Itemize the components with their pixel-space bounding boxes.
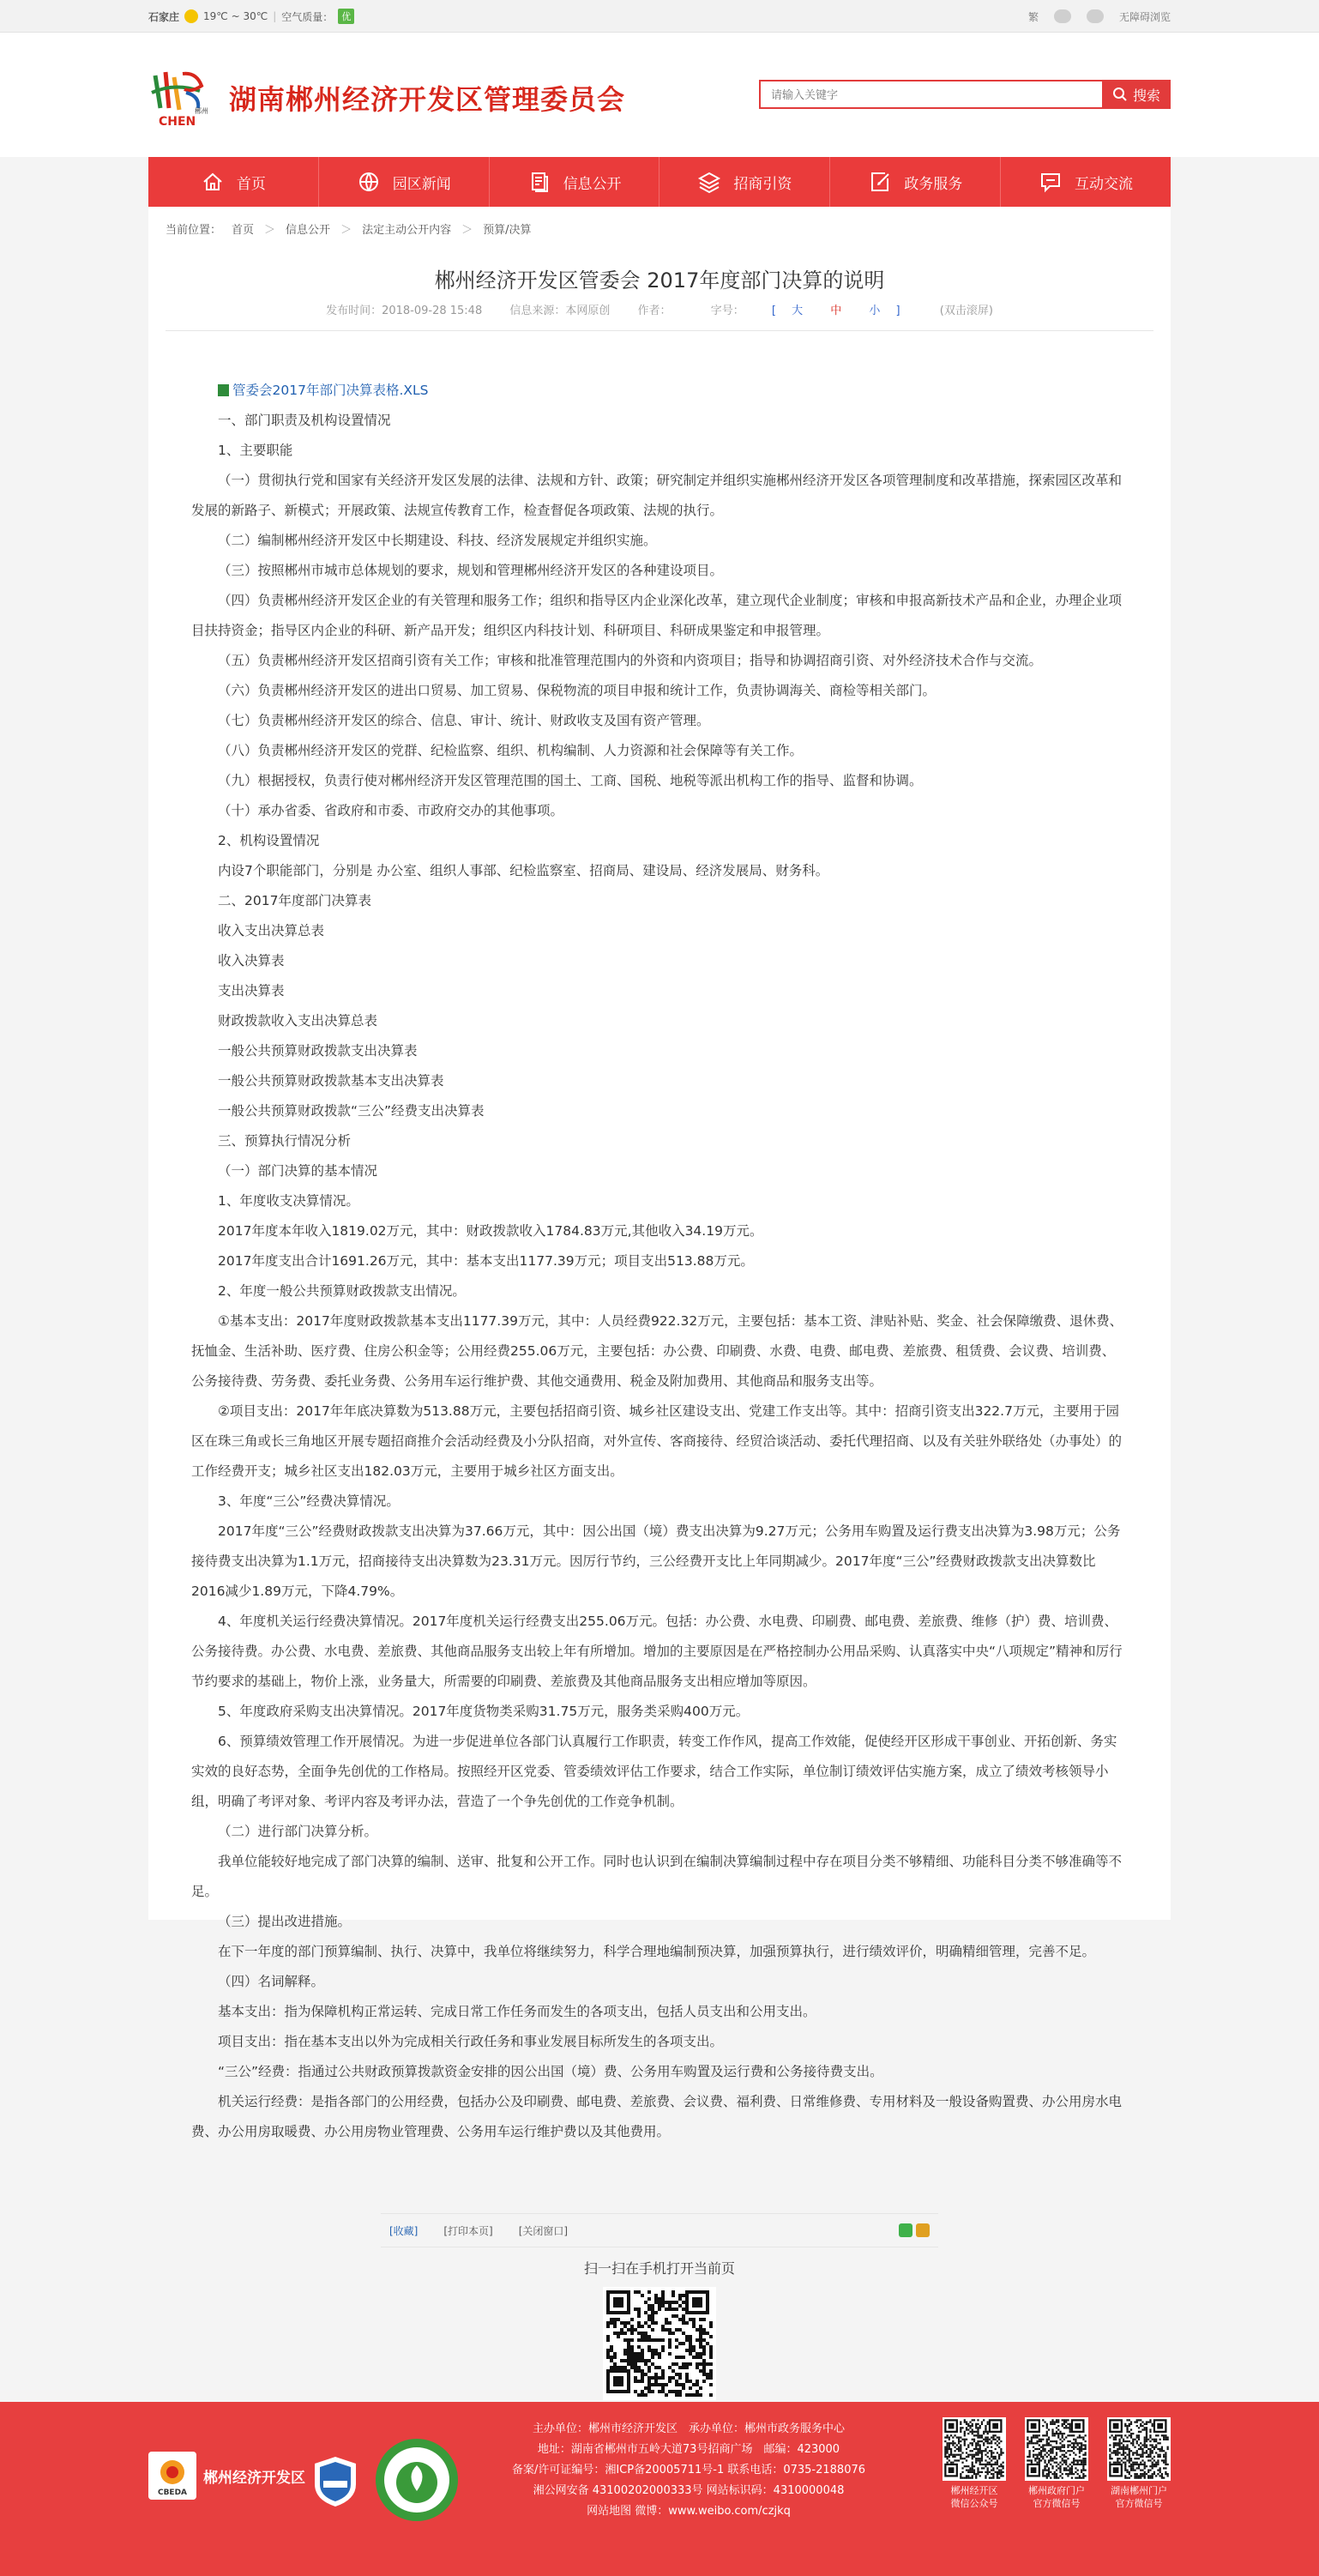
nav-item-gov-service[interactable] [830, 157, 1001, 207]
cbeda-logo-icon [148, 2452, 196, 2500]
article-paragraph: （四）名词解释。 [218, 1974, 325, 1989]
double-click-scroll: (双击滚屏) [939, 305, 993, 317]
article-paragraph: 6、预算绩效管理工作开展情况。为进一步促进单位各部门认真履行工作职责，转变工作作风，提高工作效能，促使经开区形成干事创业、开拓创新、务实实效的良好态势，全面争先创优的工作格局。按照经开区党委、管委绩效评估工作要求，结合工作实际，单位制订绩效评估实施方案，成立了绩效考核领导小组，明确了考评对象、考评内容及考评办法，营造了一个争先创优的工作竞争机制。 [191, 1734, 1117, 1809]
breadcrumb-info-disclosure[interactable]: 信息公开 [286, 223, 331, 237]
article-paragraph: 财政拨款收入支出决算总表 [218, 1013, 378, 1029]
nav-item-investment[interactable] [660, 157, 830, 207]
article-paragraph: 在下一年度的部门预算编制、执行、决算中，我单位将继续努力，科学合理地编制预决算，加强预算执行，进行绩效评价，明确精细管理，完善不足。 [218, 1944, 1096, 1959]
article-paragraph: 3、年度“三公”经费决算情况。 [218, 1493, 400, 1509]
nav-item-interaction[interactable] [1001, 157, 1171, 207]
qr-label: 官方微信号 [1115, 2498, 1163, 2509]
article-title: 郴州经济开发区管委会 2017年度部门决算的说明 [434, 268, 885, 293]
attachment-link[interactable] [191, 376, 1128, 406]
nav-item-label: 招商引资 [733, 175, 792, 193]
author: 作者： [637, 305, 672, 317]
font-size-small[interactable]: 小 [869, 305, 881, 317]
breadcrumb-sep: ＞ [461, 223, 473, 237]
search-box [759, 80, 1171, 109]
footer-sitemap[interactable]: 网站地图 微博：www.weibo.com/czjkq [587, 2505, 791, 2518]
nav-item-park-news[interactable] [319, 157, 490, 207]
chen-logo-icon [148, 67, 217, 129]
temperature: 19℃ ~ 30℃ [203, 10, 268, 22]
article-paragraph: 收入决算表 [218, 953, 285, 968]
article-paragraph: 我单位能较好地完成了部门决算的编制、送审、批复和公开工作。同时也认识到在编制决算编制过程中存在项目分类不够精细、功能科目分类不够准确等不足。 [191, 1854, 1123, 1899]
qr-label: 郴州经开区 [950, 2485, 998, 2496]
article-paragraph: （三）按照郴州市城市总体规划的要求，规划和管理郴州经济开发区的各种建设项目。 [218, 563, 724, 578]
article-paragraph: （一）贯彻执行党和国家有关经济开发区发展的法律、法规和方针、政策；研究制定并组织实施郴州经济开发区各项管理制度和改革措施，探索园区改革和发展的新路子、新模式；开展政策、法规宣传教育工作，检查督促各项政策、法规的执行。 [191, 473, 1123, 518]
article-paragraph: （八）负责郴州经济开发区的党群、纪检监察、组织、机构编制、人力资源和社会保障等有关工作。 [218, 743, 804, 758]
footer-sponsor: 主办单位：郴州市经济开发区 承办单位：郴州市政务服务中心 [532, 2422, 845, 2435]
title-divider [166, 330, 1153, 331]
article-paragraph: （二）编制郴州经济开发区中长期建设、科技、经济发展规定并组织实施。 [218, 533, 657, 548]
top-bar [0, 0, 1319, 33]
weibo-share-icon[interactable] [916, 2223, 930, 2237]
article-paragraph: “三公”经费：指通过公共财政预算拨款资金安排的因公出国（境）费、公务用车购置及运行费和公务接待费支出。 [218, 2064, 883, 2079]
search-button[interactable] [1102, 80, 1171, 109]
info-source: 信息来源：本网原创 [509, 305, 611, 317]
nav-item-label: 首页 [236, 175, 266, 193]
qr-section [0, 2256, 1319, 2404]
city-name: 石家庄 [148, 10, 180, 23]
article-paragraphs [191, 406, 1128, 2147]
attachment-label: 管委会2017年部门决算表格.XLS [232, 383, 429, 398]
article-paragraph: 二、2017年度部门决算表 [218, 893, 371, 908]
site-header [0, 33, 1319, 157]
article-body [148, 376, 1171, 2147]
nav-item-label: 互动交流 [1075, 175, 1134, 193]
home-icon [201, 170, 225, 194]
layers-icon [697, 170, 721, 194]
globe-icon [357, 170, 381, 194]
article-paragraph: 2017年度“三公”经费财政拨款支出决算为37.66万元，其中：因公出国（境）费支出决算为9.27万元；公务用车购置及运行费支出决算为3.98万元；公务接待费支出决算为1.1万元，招商接待支出决算数为23.31万元。因厉行节约，三公经费开支比上年同期减少。2017年度“三公”经费财政拨款支出决算数比2016减少1.89万元，下降4.79%。 [191, 1523, 1121, 1599]
article-paragraph: （十）承办省委、省政府和市委、市政府交办的其他事项。 [218, 803, 564, 818]
article-paragraph: 2、年度一般公共预算财政拨款支出情况。 [218, 1283, 466, 1299]
font-size-large[interactable]: 大 [792, 305, 804, 317]
favorite-button[interactable]: [收藏] [389, 2224, 419, 2237]
qr-label: 湖南郴州门户 [1111, 2485, 1167, 2496]
article-meta [148, 301, 1171, 325]
font-size-control: 字号： [ 大 中 小 ] [710, 305, 900, 317]
article-paragraph: 1、年度收支决算情况。 [218, 1193, 359, 1209]
site-logo[interactable] [148, 67, 625, 129]
site-footer [0, 2402, 1319, 2576]
article-paragraph: 基本支出：指为保障机构正常运转、完成日常工作任务而发生的各项支出，包括人员支出和公用支出。 [218, 2004, 816, 2019]
qr-code [1107, 2417, 1171, 2481]
font-size-medium[interactable]: 中 [830, 305, 842, 317]
print-button[interactable]: [打印本页] [443, 2224, 493, 2237]
site-title: 湖南郴州经济开发区管理委员会 [229, 83, 626, 116]
footer-logo[interactable] [148, 2452, 305, 2500]
wechat-icon[interactable] [1087, 9, 1104, 23]
article-paragraph: （一）部门决算的基本情况 [218, 1163, 378, 1179]
article-paragraph: 一般公共预算财政拨款“三公”经费支出决算表 [218, 1103, 485, 1119]
publish-time: 发布时间：2018-09-28 15:48 [326, 305, 483, 317]
cbeda-text: CBEDA [157, 2489, 188, 2497]
article-paragraph: （六）负责郴州经济开发区的进出口贸易、加工贸易、保税物流的项目申报和统计工作，负责协调海关、商检等相关部门。 [218, 683, 937, 698]
article-paragraph: 一般公共预算财政拨款支出决算表 [218, 1043, 418, 1059]
qr-caption: 扫一扫在手机打开当前页 [583, 2260, 735, 2277]
article-paragraph: 5、年度政府采购支出决算情况。2017年度货物类采购31.75万元，服务类采购400万元。 [218, 1704, 750, 1719]
breadcrumb-sep: ＞ [264, 223, 276, 237]
article-paragraph: （三）提出改进措施。 [218, 1914, 352, 1929]
logo-sub: CHEN [159, 115, 196, 129]
footer-qr-gov-portal [1025, 2417, 1088, 2510]
article-paragraph: 1、主要职能 [218, 443, 293, 458]
article-paragraph: （九）根据授权，负责行使对郴州经济开发区管理范围的国土、工商、国税、地税等派出机构工作的指导、监督和协调。 [218, 773, 923, 788]
footer-qr-codes [943, 2417, 1171, 2510]
sun-icon [184, 9, 198, 23]
divider: | [273, 10, 277, 22]
accessible-browse-link[interactable]: 无障碍浏览 [1118, 10, 1171, 23]
weather-widget [148, 9, 354, 24]
civilization-badge-icon[interactable] [375, 2438, 459, 2522]
article-paragraph: 机关运行经费：是指各部门的公用经费，包括办公及印刷费、邮电费、差旅费、会议费、福利费、日常维修费、专用材料及一般设备购置费、办公用房水电费、办公用房取暖费、办公用房物业管理费、公务用车运行维护费以及其他费用。 [191, 2094, 1123, 2139]
article-paragraph: 三、预算执行情况分析 [218, 1133, 352, 1149]
breadcrumb-home[interactable]: 首页 [232, 223, 255, 237]
search-button-label: 搜索 [1132, 88, 1160, 104]
article-paragraph: 收入支出决算总表 [218, 923, 325, 938]
search-input[interactable] [759, 80, 1102, 109]
breadcrumb-budget[interactable]: 预算/决算 [483, 223, 532, 237]
qr-code [603, 2287, 716, 2400]
article-paragraph: 内设7个职能部门，分别是 办公室、组织人事部、纪检监察室、招商局、建设局、经济发展局、财务科。 [218, 863, 829, 878]
article-paragraph: ②项目支出：2017年年底决算数为513.88万元，主要包括招商引资、城乡社区建设支出、党建工作支出等。其中：招商引资支出322.7万元，主要用于园区在珠三角或长三角地区开展专题招商推介会活动经费及小分队招商，对外宣传、客商接待、经贸洽谈活动、委托代理招商、以及有关驻外联络处（办事处）的工作经费开支；城乡社区支出182.03万元，主要用于城乡社区方面支出。 [191, 1403, 1123, 1479]
article-paragraph: 4、年度机关运行经费决算情况。2017年度机关运行经费支出255.06万元。包括：办公费、水电费、印刷费、邮电费、差旅费、维修（护）费、培训费、公务接待费。办公费、水电费、差旅费、其他商品服务支出较上年有所增加。增加的主要原因是在严格控制办公用品采购、认真落实中央“八项规定”精神和厉行节约要求的基础上，物价上涨，业务量大，所需要的印刷费、差旅费及其他商品服务支出相应增加等原因。 [191, 1614, 1123, 1689]
article-paragraph: 2、机构设置情况 [218, 833, 320, 848]
article-paragraph: 一、部门职责及机构设置情况 [218, 413, 391, 428]
article-paragraph: 项目支出：指在基本支出以外为完成相关行政任务和事业发展目标所发生的各项支出。 [218, 2034, 724, 2049]
footer-address: 地址：湖南省郴州市五岭大道73号招商广场 邮编：423000 [537, 2443, 840, 2456]
nav-item-label: 政务服务 [904, 175, 963, 193]
search-icon [1112, 87, 1128, 102]
article-paragraph: （二）进行部门决算分析。 [218, 1824, 378, 1839]
article-paragraph: （七）负责郴州经济开发区的综合、信息、审计、统计、财政收支及国有资产管理。 [218, 713, 710, 728]
qr-label: 郴州政府门户 [1028, 2485, 1085, 2496]
edit-icon [868, 170, 892, 194]
article-paragraph: （五）负责郴州经济开发区招商引资有关工作；审核和批准管理范围内的外资和内资项目；指导和协调招商引资、对外经济技术合作与交流。 [218, 653, 1043, 668]
footer-logo-text: 郴州经济开发区 [203, 2469, 305, 2487]
public-institution-badge-icon[interactable] [311, 2455, 359, 2508]
footer-icp[interactable]: 备案/许可证编号：湘ICP备20005711号-1 联系电话：0735-2188076 [511, 2464, 866, 2476]
air-quality-badge: 优 [338, 9, 354, 24]
excel-file-icon [218, 384, 229, 396]
article-paragraph: 支出决算表 [218, 983, 285, 998]
footer-qr-wechat-official [943, 2417, 1006, 2510]
chat-icon [1039, 170, 1063, 194]
air-label: 空气质量： [281, 10, 334, 23]
main-content [148, 207, 1171, 2139]
nav-item-info-disclosure[interactable] [490, 157, 660, 207]
close-window-button[interactable]: [关闭窗口] [518, 2224, 569, 2237]
qr-label: 微信公众号 [950, 2498, 998, 2509]
qr-code [1025, 2417, 1088, 2481]
article-paragraph: ①基本支出：2017年度财政拨款基本支出1177.39万元，其中：人员经费922.32万元，主要包括：基本工资、津贴补贴、奖金、社会保障缴费、退休费、抚恤金、生活补助、医疗费、住房公积金等；公用经费255.06万元，主要包括：办公费、印刷费、水费、电费、邮电费、差旅费、租赁费、会议费、培训费、公务接待费、劳务费、委托业务费、公务用车运行维护费、其他交通费用、税金及附加费用、其他商品和服务支出等。 [191, 1313, 1123, 1389]
breadcrumb [148, 207, 1171, 250]
article-paragraph: （四）负责郴州经济开发区企业的有关管理和服务工作；组织和指导区内企业深化改革，建立现代企业制度；审核和申报高新技术产品和企业，办理企业项目扶持资金；指导区内企业的科研、新产品开发；组织区内科技计划、科研项目、科研成果鉴定和申报管理。 [191, 593, 1123, 638]
footer-info [509, 2419, 869, 2522]
footer-police[interactable]: 湘公网安备 43100202000333号 网站标识码：4310000048 [533, 2484, 845, 2497]
qr-label: 官方微信号 [1033, 2498, 1081, 2509]
breadcrumb-statutory[interactable]: 法定主动公开内容 [362, 223, 452, 237]
nav-item-label: 信息公开 [563, 175, 622, 193]
breadcrumb-label: 当前位置： [166, 223, 222, 237]
nav-item-home[interactable] [148, 157, 319, 207]
nav-item-label: 园区新闻 [392, 175, 451, 193]
article-tools [0, 2213, 1319, 2404]
weibo-icon[interactable] [1054, 9, 1071, 23]
document-icon [527, 170, 551, 194]
traditional-chinese-link[interactable]: 繁 [1027, 10, 1039, 23]
main-nav [148, 157, 1171, 207]
article-paragraph: 一般公共预算财政拨款基本支出决算表 [218, 1073, 444, 1089]
wechat-share-icon[interactable] [899, 2223, 912, 2237]
font-size-label: 字号： [710, 305, 744, 317]
qr-code [943, 2417, 1006, 2481]
breadcrumb-sep: ＞ [340, 223, 352, 237]
logo-sub-cn: 郴州 [195, 107, 208, 115]
article-paragraph: 2017年度本年收入1819.02万元，其中：财政拨款收入1784.83万元,其他收入34.19万元。 [218, 1223, 763, 1239]
article-paragraph: 2017年度支出合计1691.26万元，其中：基本支出1177.39万元；项目支出513.88万元。 [218, 1253, 754, 1269]
footer-qr-hunan-portal [1107, 2417, 1171, 2510]
